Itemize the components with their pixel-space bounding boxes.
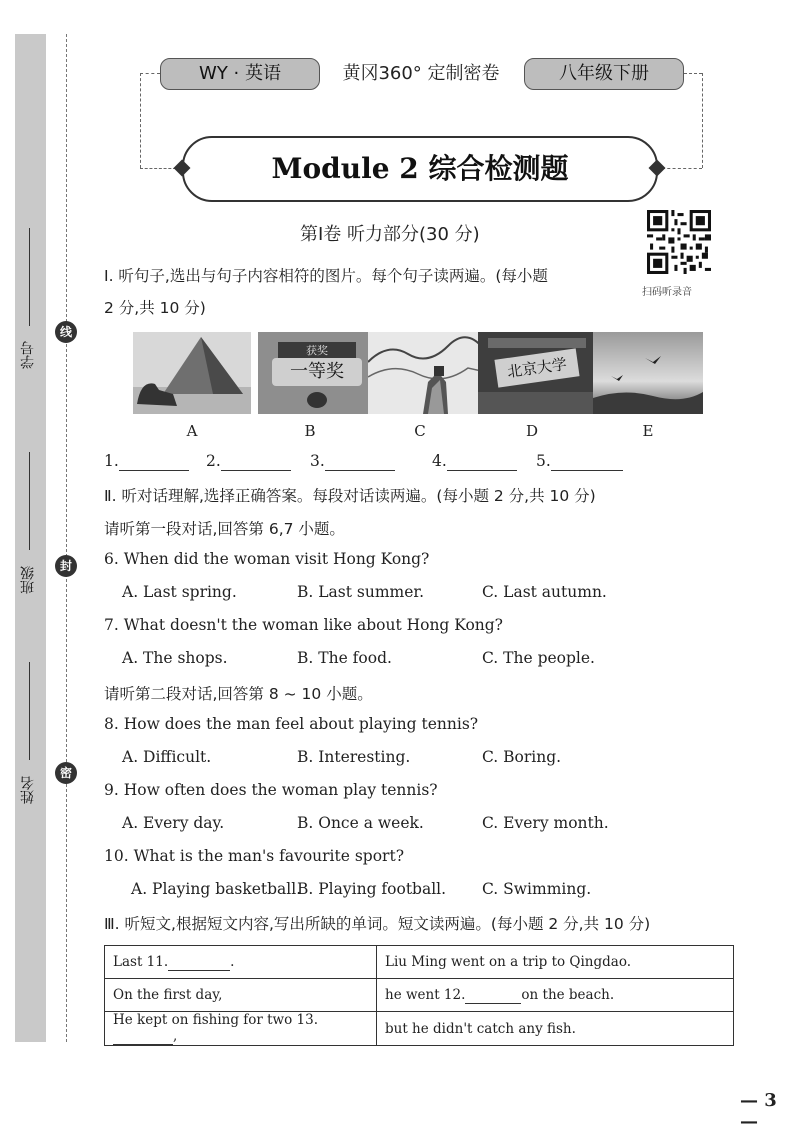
q7-option-a[interactable]: A. The shops. <box>122 649 228 667</box>
header-dash-left <box>140 73 160 74</box>
picture-c-label: C <box>414 422 426 440</box>
header-dash-left-vertical <box>140 73 141 168</box>
q7-option-b[interactable]: B. The food. <box>297 649 392 667</box>
gate-base <box>478 392 596 414</box>
binding-dashed-line <box>66 34 67 1042</box>
dialog2-note: 请听第二段对话,回答第 8 ~ 10 小题。 <box>104 685 373 703</box>
qr-code-icon[interactable] <box>647 210 711 274</box>
q9-option-b[interactable]: B. Once a week. <box>297 814 424 832</box>
picture-d-label: D <box>525 422 539 440</box>
student-id-field[interactable] <box>29 228 30 326</box>
class-label: 班级 <box>20 566 36 594</box>
answer-12-blank[interactable] <box>465 987 521 1004</box>
table-row <box>105 1012 734 1046</box>
q8-option-c[interactable]: C. Boring. <box>482 748 562 766</box>
answer-13-blank[interactable] <box>113 1028 173 1045</box>
q7-option-c[interactable]: C. The people. <box>482 649 595 667</box>
dialog1-note: 请听第一段对话,回答第 6,7 小题。 <box>104 520 345 538</box>
q8-option-b[interactable]: B. Interesting. <box>297 748 411 766</box>
picture-b-label: B <box>304 422 316 440</box>
table-cell: Last 11. . <box>105 946 377 979</box>
page-number: — 3 — <box>740 1090 777 1132</box>
name-label: 姓名 <box>20 776 36 804</box>
q6-option-b[interactable]: B. Last summer. <box>297 583 425 601</box>
header-dash-right-vertical <box>702 73 703 168</box>
question-7: 7. What doesn't the woman like about Hong Kong? <box>104 616 503 634</box>
qr-caption: 扫码听录音 <box>642 287 692 298</box>
picture-a-pyramid <box>133 332 251 414</box>
medal-icon <box>307 392 327 408</box>
answer-4-blank[interactable] <box>447 452 517 471</box>
answer-2-blank[interactable] <box>221 452 291 471</box>
picture-a-label: A <box>186 422 198 440</box>
certificate-small-text: 获奖 <box>278 342 356 358</box>
grade-pill: 八年级下册 <box>524 58 684 90</box>
section1-instruction-line2: 2 分,共 10 分) <box>104 299 206 317</box>
table-row <box>105 946 734 979</box>
answer-5-blank[interactable] <box>551 452 623 471</box>
picture-e-label: E <box>642 422 654 440</box>
q10-option-c[interactable]: C. Swimming. <box>482 880 592 898</box>
name-field[interactable] <box>29 662 30 760</box>
answer-3-blank[interactable] <box>325 452 395 471</box>
table-row <box>105 979 734 1012</box>
table-cell: but he didn't catch any fish. <box>377 1012 734 1046</box>
q10-option-a[interactable]: A. Playing basketball. <box>131 880 302 898</box>
answer-1: 1. <box>104 452 189 471</box>
seal-line: 线 <box>55 321 77 343</box>
section3-instruction: Ⅲ. 听短文,根据短文内容,写出所缺的单词。短文读两遍。(每小题 2 分,共 10 分) <box>104 915 651 933</box>
picture-b-certificate <box>258 332 376 414</box>
table-cell: Liu Ming went on a trip to Qingdao. <box>377 946 734 979</box>
section2-instruction: Ⅱ. 听对话理解,选择正确答案。每段对话读两遍。(每小题 2 分,共 10 分) <box>104 487 596 505</box>
picture-d-university-gate <box>478 332 596 414</box>
picture-e-birds <box>593 332 703 414</box>
header-dash-left-bottom <box>140 168 176 169</box>
answer-3: 3. <box>310 452 395 471</box>
table-cell: He kept on fishing for two 13. , <box>105 1012 377 1046</box>
answer-4: 4. <box>432 452 517 471</box>
header-dash-right-bottom <box>662 168 702 169</box>
answer-2: 2. <box>206 452 291 471</box>
gate-plaque-text: 北京大学 <box>494 348 579 387</box>
section1-instruction-line1: Ⅰ. 听句子,选出与句子内容相符的图片。每个句子读两遍。(每小题 <box>104 267 548 285</box>
header-dash-right <box>684 73 702 74</box>
series-name: 黄冈360° 定制密卷 <box>342 63 500 84</box>
answer-1-blank[interactable] <box>119 452 189 471</box>
certificate-text: 一等奖 <box>272 358 362 386</box>
question-6: 6. When did the woman visit Hong Kong? <box>104 550 430 568</box>
student-id-label: 学号 <box>20 341 36 369</box>
q10-option-b[interactable]: B. Playing football. <box>297 880 447 898</box>
gate-roof <box>488 338 586 348</box>
seal-seal: 封 <box>55 555 77 577</box>
fill-in-table <box>104 945 734 1046</box>
q9-option-c[interactable]: C. Every month. <box>482 814 609 832</box>
class-field[interactable] <box>29 452 30 550</box>
question-9: 9. How often does the woman play tennis? <box>104 781 438 799</box>
seal-secret: 密 <box>55 762 77 784</box>
subject-pill: WY · 英语 <box>160 58 320 90</box>
q8-option-a[interactable]: A. Difficult. <box>122 748 212 766</box>
picture-c-great-wall <box>368 332 486 414</box>
answer-11-blank[interactable] <box>168 954 230 971</box>
answer-5: 5. <box>536 452 623 471</box>
part1-title: 第Ⅰ卷 听力部分(30 分) <box>300 224 480 245</box>
question-8: 8. How does the man feel about playing tennis? <box>104 715 479 733</box>
q9-option-a[interactable]: A. Every day. <box>122 814 225 832</box>
question-10: 10. What is the man's favourite sport? <box>104 847 405 865</box>
page-title: Module 2 综合检测题 <box>182 136 658 202</box>
table-cell: he went 12. on the beach. <box>377 979 734 1012</box>
table-cell: On the first day, <box>105 979 377 1012</box>
q6-option-c[interactable]: C. Last autumn. <box>482 583 607 601</box>
binding-strip <box>15 34 46 1042</box>
q6-option-a[interactable]: A. Last spring. <box>122 583 237 601</box>
